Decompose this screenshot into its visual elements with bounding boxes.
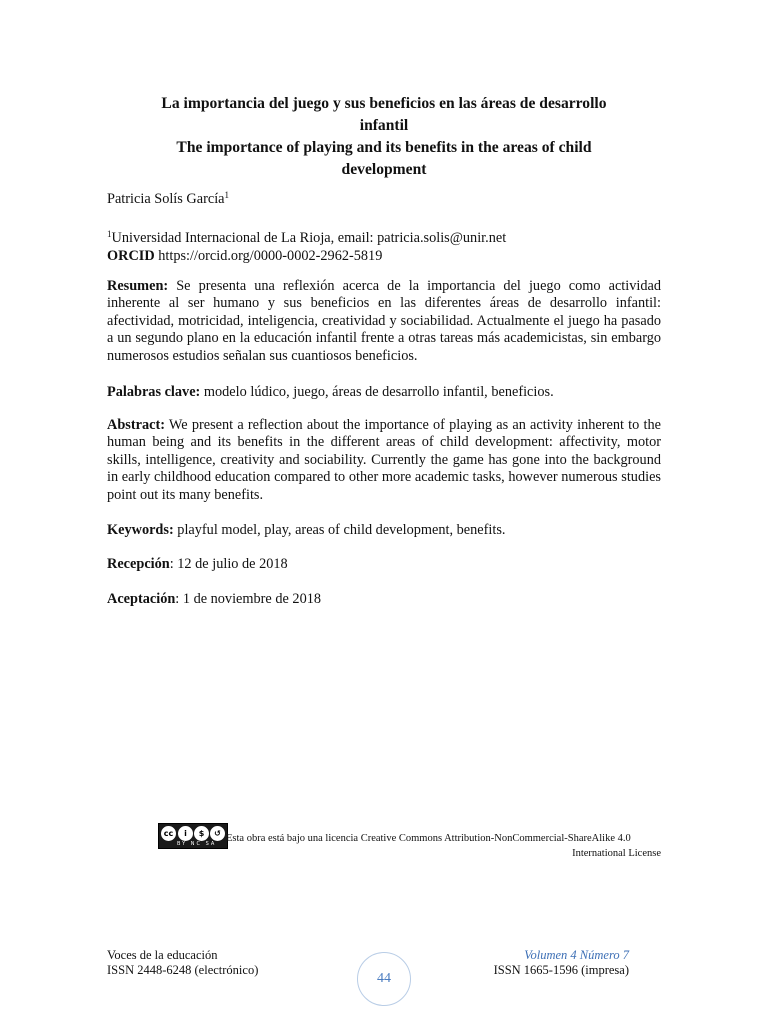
affiliation <box>107 229 506 265</box>
abstract-label: Abstract: <box>107 417 165 433</box>
abstract <box>107 417 661 504</box>
aceptacion-label: Aceptación <box>107 591 176 607</box>
resumen-label: Resumen: <box>107 278 169 294</box>
palabras-clave <box>107 384 661 401</box>
badge-tags: BY NC SA <box>177 841 217 847</box>
author <box>107 191 229 208</box>
issn-print: ISSN 1665-1596 (impresa) <box>493 963 629 977</box>
creative-commons-badge-icon[interactable]: cc i $ ↺ BY NC SA <box>158 823 228 849</box>
license-text-line1: Esta obra está bajo una licencia Creative Commons Attribution-NonCommercial-ShareAlike 4.0 <box>226 833 631 844</box>
footer-left <box>107 948 258 978</box>
affiliation-sup: 1 <box>107 229 112 239</box>
title-en-line2: development <box>341 161 427 178</box>
author-sup: 1 <box>224 190 230 200</box>
abstract-text: We present a reflection about the importance of playing as an activity inherent to the human being and its benefits in the different areas of child development: affectivity, motor skills, intelligence, creativity and sociability. Currently the game has gone into the background in early childhood education compared to other more academic tasks, however numerous studies point out its many benefits. <box>107 417 661 503</box>
palabras-clave-label: Palabras clave: <box>107 384 201 400</box>
palabras-clave-text: modelo lúdico, juego, áreas de desarrollo infantil, beneficios. <box>203 384 554 400</box>
author-name: Patricia Solís García <box>107 191 225 207</box>
journal-name: Voces de la educación <box>107 948 218 962</box>
affiliation-text: Universidad Internacional de La Rioja, email: patricia.solis@unir.net <box>111 230 507 246</box>
resumen-text: Se presenta una reflexión acerca de la importancia del juego como actividad inherente al ser humano y sus beneficios en las diferentes áreas de desarrollo infantil: afectividad, motricidad, inteligencia, creatividad y sociabilidad. Actualmente el juego ha pasado a un segundo plano en la educación infantil frente a otras tareas más academicistas, sin embargo numerosos estudios señalan sus cuantiosos beneficios. <box>107 278 661 364</box>
paper-title <box>107 93 661 181</box>
resumen <box>107 278 661 365</box>
keywords <box>107 522 661 539</box>
footer-right <box>494 948 629 978</box>
license-block <box>158 823 661 863</box>
recepcion-text: : 12 de julio de 2018 <box>169 556 288 572</box>
recepcion <box>107 556 661 573</box>
title-en-line1: The importance of playing and its benefits in the areas of child <box>176 139 592 156</box>
aceptacion <box>107 591 661 608</box>
orcid-link[interactable]: https://orcid.org/0000-0002-2962-5819 <box>158 248 383 264</box>
title-es-line2: infantil <box>359 117 409 134</box>
issn-electronic: ISSN 2448-6248 (electrónico) <box>107 963 259 977</box>
recepcion-label: Recepción <box>107 556 170 572</box>
license-text-line2: International License <box>572 848 661 859</box>
keywords-label: Keywords: <box>107 522 174 538</box>
page-number: 44 <box>357 952 411 1006</box>
volume-number: Volumen 4 Número 7 <box>524 948 629 962</box>
orcid-label: ORCID <box>107 248 155 264</box>
aceptacion-text: : 1 de noviembre de 2018 <box>175 591 322 607</box>
keywords-text: playful model, play, areas of child development, benefits. <box>177 522 506 538</box>
title-es-line1: La importancia del juego y sus beneficios en las áreas de desarrollo <box>161 95 607 112</box>
